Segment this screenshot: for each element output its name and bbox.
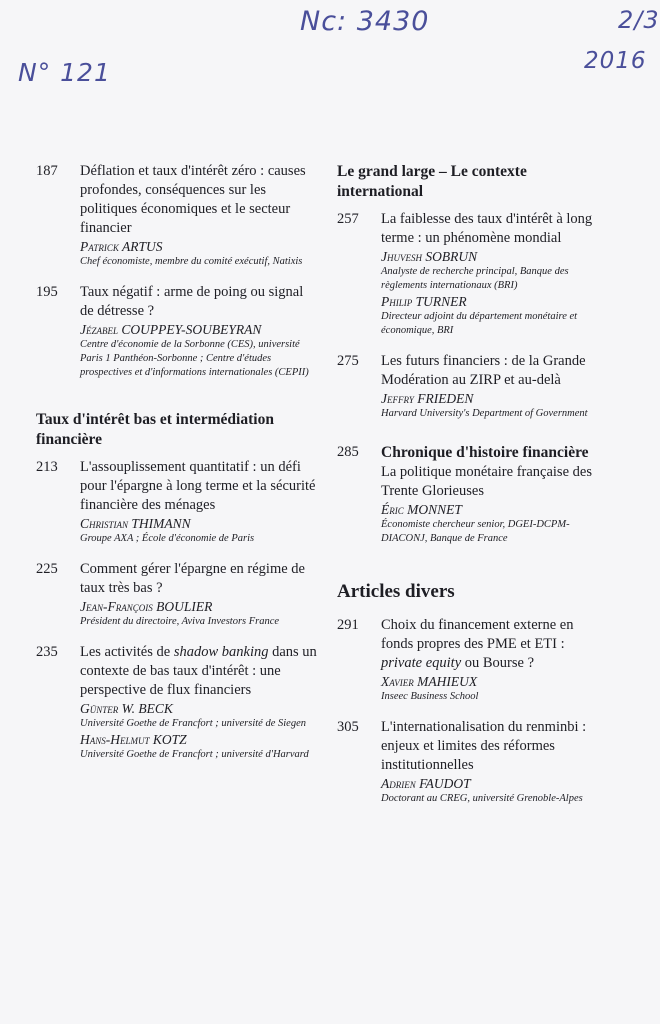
toc-entry (337, 210, 605, 338)
toc-left-column (36, 162, 318, 776)
author-affiliation: Chef économiste, membre du comité exécutif, Natixis (80, 256, 303, 267)
toc-entry (337, 718, 605, 806)
author-name: Philip TURNER (381, 294, 467, 309)
author-name: Jeffry FRIEDEN (381, 391, 474, 406)
author-name: Hans-Helmut KOTZ (80, 732, 187, 747)
article-title: La politique monétaire française des Trente Glorieuses (381, 464, 592, 499)
title-emphasis: shadow banking (173, 644, 269, 660)
article-title: L'assouplissement quantitatif : un défi pour l'épargne à long terme et la sécurité financière des ménages (80, 459, 316, 513)
toc-entry (337, 352, 605, 421)
article-title: Déflation et taux d'intérêt zéro : causes profondes, conséquences sur les politiques économiques et le secteur financier (80, 163, 306, 236)
handwritten-issue-number: N° 121 (18, 58, 111, 87)
toc-entry-chronique (337, 443, 605, 546)
chronique-heading: Chronique d'histoire financière (381, 444, 589, 461)
author-affiliation: Président du directoire, Aviva Investors France (80, 616, 280, 627)
author-affiliation: Université Goethe de Francfort ; université d'Harvard (80, 749, 309, 760)
author-name: Patrick ARTUS (80, 239, 163, 254)
author-affiliation: Centre d'économie de la Sorbonne (CES), université Paris 1 Panthéon-Sorbonne ; Centre d'études prospectives et d'informations internationales (CEPII) (80, 339, 309, 378)
page-number: 291 (337, 617, 359, 633)
author-affiliation: Doctorant au CREG, université Grenoble-Alpes (381, 793, 583, 804)
page-number: 285 (337, 444, 359, 460)
author-name: Xavier MAHIEUX (381, 674, 478, 689)
toc-entry (36, 458, 318, 546)
toc-right-column (337, 162, 605, 820)
page-number: 225 (36, 561, 58, 577)
article-title: L'internationalisation du renminbi : enjeux et limites des réformes institutionnelles (381, 719, 587, 773)
title-emphasis: private equity (381, 655, 462, 671)
toc-entry (36, 283, 318, 380)
author-name: Günter W. BECK (80, 701, 173, 716)
toc-entry (36, 162, 318, 269)
author-affiliation: Harvard University's Department of Government (381, 408, 588, 419)
author-affiliation: Groupe AXA ; École d'économie de Paris (80, 533, 255, 544)
author-affiliation: Inseec Business School (381, 691, 479, 702)
toc-entry (36, 643, 318, 762)
article-title: La faiblesse des taux d'intérêt à long terme : un phénomène mondial (381, 211, 593, 246)
author-affiliation: Directeur adjoint du département monétaire et économique, BRI (381, 311, 578, 336)
article-title: Choix du financement externe en fonds propres des PME et ETI : private equity ou Bourse ? (381, 617, 574, 671)
toc-entry (36, 560, 318, 629)
author-name: Jean-François BOULIER (80, 599, 213, 614)
page-number: 257 (337, 211, 359, 227)
article-title: Taux négatif : arme de poing ou signal de détresse ? (80, 284, 304, 319)
toc-entry (337, 616, 605, 704)
article-title: Les activités de shadow banking dans un contexte de bas taux d'intérêt : une perspective de flux financiers (80, 644, 317, 698)
page-number: 195 (36, 284, 58, 300)
author-name: Adrien FAUDOT (381, 776, 471, 791)
page-number: 213 (36, 459, 58, 475)
article-title: Les futurs financiers : de la Grande Modération au ZIRP et au-delà (381, 353, 586, 388)
author-name: Jézabel COUPPEY-SOUBEYRAN (80, 322, 262, 337)
section-heading: Le grand large – Le contexte international (337, 163, 527, 200)
handwritten-corner-mark: 2/3 (618, 6, 660, 34)
section-heading: Taux d'intérêt bas et intermédiation financière (36, 411, 274, 448)
page-number: 275 (337, 353, 359, 369)
page-number: 187 (36, 163, 58, 179)
author-affiliation: Analyste de recherche principal, Banque des règlements internationaux (BRI) (381, 266, 569, 291)
page-number: 235 (36, 644, 58, 660)
author-name: Christian THIMANN (80, 516, 191, 531)
author-name: Éric MONNET (381, 502, 462, 517)
handwritten-nc-number: Nc: 3430 (300, 6, 430, 37)
page-number: 305 (337, 719, 359, 735)
author-affiliation: Université Goethe de Francfort ; université de Siegen (80, 718, 306, 729)
author-name: Jhuvesh SOBRUN (381, 249, 478, 264)
section-heading-articles-divers: Articles divers (337, 581, 455, 602)
handwritten-year: 2016 (584, 48, 647, 74)
author-affiliation: Économiste chercheur senior, DGEI-DCPM-DIACONJ, Banque de France (381, 519, 570, 544)
article-title: Comment gérer l'épargne en régime de taux très bas ? (80, 561, 305, 596)
